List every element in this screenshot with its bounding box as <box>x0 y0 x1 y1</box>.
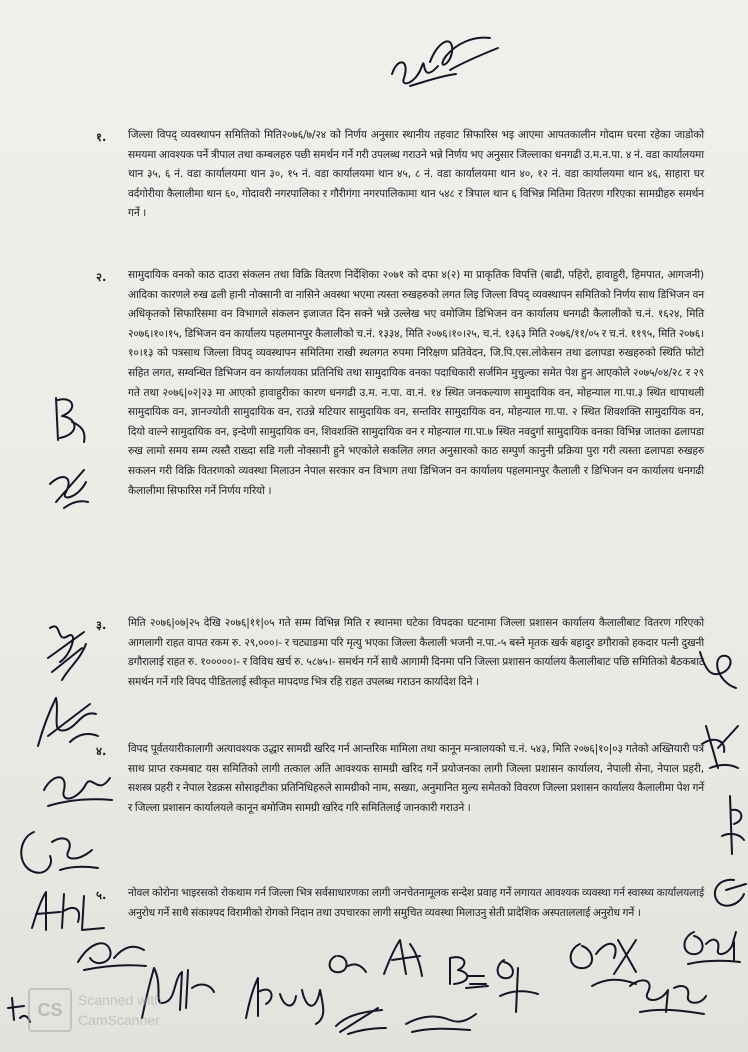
item-number: १. <box>96 130 107 144</box>
margin-signature <box>42 614 92 688</box>
item-number: २. <box>96 270 107 284</box>
margin-signature <box>692 642 744 694</box>
margin-signature <box>38 760 118 816</box>
item-text: नोवल कोरोना भाइरसको रोकथाम गर्न जिल्ला भित्र सर्वसाधारणका लागी जनचेतनामूलक सन्देश प्रवाह गर्ने लगायत आवश्यक व्यवस्था गर्न स्वास्थ्य कार्यालयलाई अनुरोध गर्ने साथै संकाश्पद विरामीको रोगको निदान तथा उपचारका लागी समुचित व्यवस्था मिलाउनु सेती प्रादेशिक अस्पताललाई अनुरोध गर्ने । <box>128 887 704 919</box>
bottom-signature <box>676 920 744 970</box>
item-number: ५. <box>96 888 107 902</box>
bottom-signature <box>400 1000 480 1040</box>
item-text: जिल्ला विपद् व्यवस्थापन समितिको मिति२०७६/७/२४ को निर्णय अनुसार स्थानीय तहवाट सिफारिस भइ आएमा आपतकालीन गोदाम घरमा रहेका जाडोको समयमा आवश्यक पर्ने त्रीपाल तथा कम्बलहरु पछी समर्थन गर्ने गरी उपलब्ध गराउने भन्ने निर्णय भए अनुसार जिल्लाका धनगढी उ.म.न.पा. ४ नं. वडा कार्यालयमा थान ३५, ६ नं. वडा कार्यालयमा थान ३०, १५ नं. वडा कार्यालयमा थान ४५, ८ नं. वडा कार्यालयमा थान ४०, १२ नं. वडा कार्यालयमा थान ४६, साहारा घर वर्दगोरीया कैलालीमा थान ६०, गोदावरी नगरपालिका र गौरीगंगा नगरपालिकामा थान ५४८ र त्रिपाल थान ६ विभिन्न मितिमा वितरण गरिएका सामग्रीहरु समर्थन गर्ने । <box>128 129 704 220</box>
camscanner-logo: CS <box>28 988 72 1032</box>
bottom-signature <box>620 968 710 1020</box>
margin-signature <box>30 690 104 754</box>
bottom-signature <box>322 942 372 982</box>
margin-signature <box>696 718 742 778</box>
watermark-line-2: CamScanner <box>78 1012 160 1028</box>
item-text: सामुदायिक वनको काठ दाउरा संकलन तथा विक्रि वितरण निर्देशिका २०७१ को दफा ४(२) मा प्राकृतिक विपत्ति (बाढी, पहिरो, हावाहुरी, हिमपात, आगजनी) आदिका कारणले रुख ढली हानी नोक्सानी वा नासिने अवस्था भएमा त्यस्ता रुखहरुको लगत लिइ जिल्ला विपद् व्यवस्थापन समितिको निर्णय साथ डिभिजन वन अधिकृतको सिफारिसमा वन विभागले संकलन इजाजत दिन सक्ने भन्ने उल्लेख भए वमोजिम डिभिजन वन कार्यालय धनगढी कैलालीको च.नं. १६२४, मिति २०७६।१०।१५, डिभिजन वन कार्यालय पहलमानपुर कैलालीको च.नं. १३३४, मिति २०७६।१०।२५, च.नं. १३६३ मिति २०७६/११/०५ र च.नं. ११९५, मिति २०७६।१०।१३ को पत्रसाथ जिल्ला विपद् व्यवस्थापन समितिमा राखी स्थलगत रुपमा निरिक्षण प्रतिवेदन, जि.पि.एस.लोकेसन तथा ढलापडा रुखहरुको स्थिति फोटो सहित लगत, सम्वन्धित डिभिजन वन कार्यालयका प्रतिनिधि तथा सामुदायिक वनका पदाधिकारी सर्जमिन मुचुल्का समेत पेश हुन आएकोले २०७५/०४/२८ र २९ गते तथा २०७६|०२|२३ मा आएको हावाहुरीका कारण धनगढी उ.म. न.पा. वा.नं. १४ स्थित जनकल्याण सामुदायिक वन, मोहन्याल गा.पा.३ स्थित थापाथली सामुदायिक वन, ज्ञानज्योती सामुदायिक वन, राउन्ने मटियार सामुदायिक वन, सन्तविर सामुदायिक वन, मोहन्याल गा.पा. २ स्थित शिवशक्ति सामुदायिक वन, दियो वाल्ने सामुदायिक वन, इन्देणी सामुदायिक वन, शिवशक्ति सामुदायिक वन र मोहन्याल गा.पा.७ स्थित नवदुर्गा सामुदायिक वनका विभिन्न जातका ढलापडा रुख लामो समय सम्म त्यस्तै राख्दा सडि गली नोक्सानी हुने भएकोले सकलित लगत अनुसारको काठ सम्पुर्ण कानुनी प्रक्रिया पुरा गरी त्यस्ता ढलापडा रुखहरु सकलन गरी विक्रि वितरणको व्यवस्था मिलाउन नेपाल सरकार वन विभाग तथा डिभिजन वन कार्यालय पहलमानपुर कैलाली र डिभिजन वन कार्यालय धनगढी कैलालीमा सिफारिस गर्ने निर्णय गरियो । <box>128 269 704 497</box>
margin-signature <box>12 820 102 884</box>
margin-signature <box>704 872 748 912</box>
item-number: ३. <box>96 618 107 632</box>
margin-signature <box>48 392 94 448</box>
watermark-line-1: Scanned with <box>78 992 163 1008</box>
top-signature <box>380 26 510 96</box>
camscanner-watermark <box>28 988 218 1034</box>
bottom-signature <box>376 934 428 984</box>
margin-signature <box>712 790 748 860</box>
bottom-signature <box>330 998 390 1040</box>
bottom-signature <box>440 946 490 992</box>
watermark-text <box>78 990 162 1030</box>
bottom-signature <box>236 968 336 1028</box>
item-number: ४. <box>96 744 107 758</box>
item-text: विपद पूर्वतयारीकालागी अत्यावश्यक उद्धार सामग्री खरिद गर्न आन्तरिक मामिला तथा कानून मन्त्रालयको च.नं. ५४३, मिति २०७६|१०|०३ गतेको अख्तियारी पत्र साथ प्राप्त रकमबाट यस समितिको लागी तत्काल अति आवश्यक सामग्री खरिद गर्ने प्रयोजनका लागी जिल्ला प्रशासन कार्यालय, नेपाली सेना, नेपाल प्रहरी, सशस्त्र प्रहरी र नेपाल रेडक्रस सोसाइटीका प्रतिनिधिहरुले सामग्रीको नाम, सख्या, अनुमानित मुल्य समेतको विवरण जिल्ला प्रशासन कार्यालय कैलालीमा पेश गर्ने र जिल्ला प्रशासन कार्यालयले कानून बमोजिम सामग्री खरिद गरि समितिलाई जानकारी गराउने । <box>128 743 704 814</box>
item-text: मिति २०७६|०७|२५ देखि २०७६|११|०५ गते सम्म विभिन्न मिति र स्थानमा घटेका विपदका घटनामा जिल्ला प्रशासन कार्यालय कैलालीबाट वितरण गरिएको आगलागी राहत वापत रकम रु. २९,०००।- र चट्याङमा परि मृत्यु भएका जिल्ला कैलाली भजनी न.पा.-५ बस्ने मृतक खर्क बहादुर डगौराको हकदार पत्नी दुखनी डगौरालाई राहत रु. १०००००।- र विविध खर्च रु. ५८७५।- समर्थन गर्ने साथै आगामी दिनमा पनि जिल्ला प्रशासन कार्यालय कैलालीबाट पछि समितिको बैठकबाट समर्थन गर्ने गरि विपद पीडितलाई स्वीकृत मापदण्ड भित्र रहि राहत उपलब्ध गराउन कार्यादेश दिने । <box>128 617 704 688</box>
margin-signature <box>44 462 94 514</box>
bottom-signature <box>490 950 544 1020</box>
